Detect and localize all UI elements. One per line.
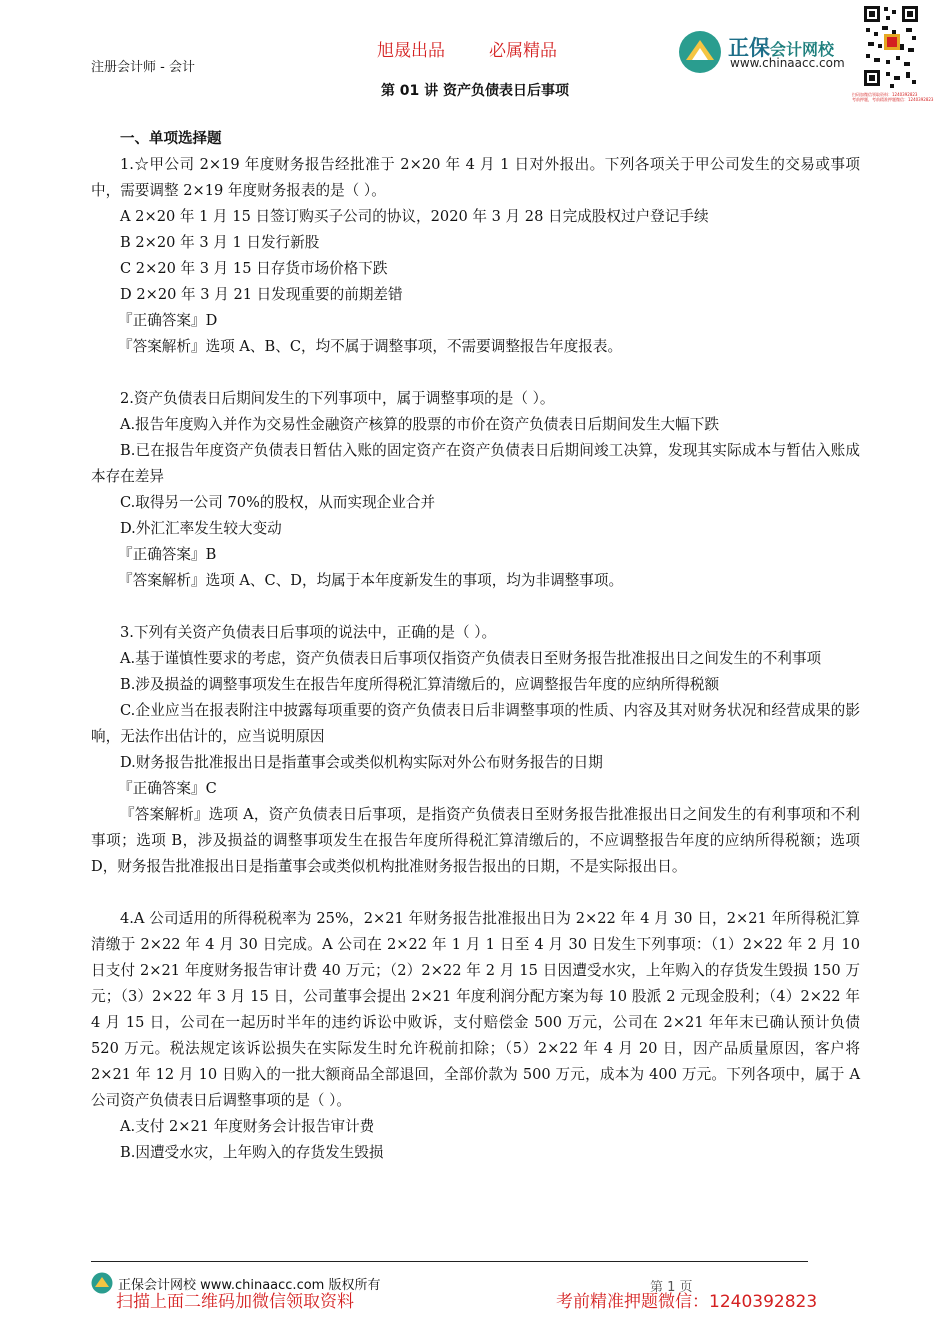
question-option: B 2×20 年 3 月 1 日发行新股 — [120, 234, 320, 251]
question-stem: 2.资产负债表日后期间发生的下列事项中，属于调整事项的是（ ）。 — [120, 390, 555, 407]
page-number: 第 1 页 — [650, 1280, 693, 1295]
correct-answer: 『正确答案』D — [118, 312, 218, 329]
slogan-right: 必属精品 — [489, 41, 557, 61]
qr-code-icon[interactable] — [862, 4, 920, 90]
question-option: B.涉及损益的调整事项发生在报告年度所得税汇算清缴后的，应调整报告年度的应纳所得税额 — [120, 676, 720, 693]
logo-url: www.chinaacc.com — [730, 56, 845, 70]
footer-copyright: 正保会计网校 www.chinaacc.com 版权所有 — [118, 1278, 381, 1293]
section-heading: 一、单项选择题 — [120, 131, 222, 147]
answer-analysis: 『答案解析』选项 A、B、C，均不属于调整事项，不需要调整报告年度报表。 — [118, 338, 623, 355]
question-option: D.财务报告批准报出日是指董事会或类似机构实际对外公布财务报告的日期 — [120, 754, 603, 771]
question-option: B.因遭受水灾，上年购入的存货发生毁损 — [120, 1144, 384, 1161]
logo-emblem-icon — [678, 30, 722, 74]
question-stem: 4.A 公司适用的所得税税率为 25%，2×21 年财务报告批准报出日为 2×22 年 4 月 30 日，2×21 年所得税汇算清缴于 2×22 年 4 月 30 日完成。A 公司在 2×22 年 1 月 1 日至 4 月 30 日发生下列事项：（1）2×22 年 2 月 10 日支付 2×21 年度财务报告审计费 40 万元；（2）2×22 年 2 月 15 日因遭受水灾，上年购入的存货发生毁损 150 万元；（3）2×22 年 3 月 15 日，公司董事会提出 2×21 年度利润分配方案为每 10 股派 2 元现金股利；（4）2×22 年 4 月 15 日，公司在一起历时半年的违约诉讼中败诉，支付赔偿金 500 万元，公司在 2×21 年年末已确认预计负债 520 万元。税法规定该诉讼损失在实际发生时允许税前扣除；（5）2×22 年 4 月 20 日，因产品质量原因，客户将 2×21 年 12 月 10 日购入的一批大额商品全部退回，全部价款为 500 万元，成本为 400 万元。下列各项中，属于 A 公司资产负债表日后调整事项的是（ ）。 — [91, 910, 860, 1109]
document-body — [91, 126, 860, 1166]
footer-divider — [91, 1261, 808, 1262]
answer-analysis: 『答案解析』选项 A、C、D，均属于本年度新发生的事项，均为非调整事项。 — [118, 572, 624, 589]
question-option: B.已在报告年度资产负债表日暂估入账的固定资产在资产负债表日后期间竣工决算，发现其实际成本与暂估入账成本存在差异 — [91, 442, 860, 485]
question-option: A.报告年度购入并作为交易性金融资产核算的股票的市价在资产负债表日后期间发生大幅下跌 — [120, 416, 719, 433]
question-stem: 3.下列有关资产负债表日后事项的说法中，正确的是（ ）。 — [120, 624, 497, 641]
question-option: A 2×20 年 1 月 15 日签订购买子公司的协议，2020 年 3 月 28 日完成股权过户登记手续 — [120, 208, 709, 225]
qr-note-line: 扫码加微信领取资料：1240392823 — [852, 92, 918, 97]
question-option: C.企业应当在报表附注中披露每项重要的资产负债表日后非调整事项的性质、内容及其对财务状况和经营成果的影响，无法作出估计的，应当说明原因 — [91, 702, 860, 745]
correct-answer: 『正确答案』C — [118, 780, 217, 797]
promo-left: 扫描上面二维码加微信领取资料 — [116, 1292, 354, 1312]
slogan — [377, 36, 601, 61]
slogan-left: 旭晟出品 — [377, 41, 445, 61]
logo-name: 正保会计网校 — [728, 36, 835, 60]
chinaacc-logo — [678, 28, 858, 76]
footer-logo-icon — [91, 1272, 113, 1294]
promo-right: 考前精准押题微信：1240392823 — [556, 1292, 818, 1312]
question-option: C.取得另一公司 70%的股权，从而实现企业合并 — [120, 494, 436, 511]
correct-answer: 『正确答案』B — [118, 546, 217, 563]
subject-label: 注册会计师 - 会计 — [91, 60, 195, 75]
question-option: A.支付 2×21 年度财务会计报告审计费 — [120, 1118, 375, 1135]
answer-analysis: 『答案解析』选项 A，资产负债表日后事项，是指资产负债表日至财务报告批准报出日之间发生的有利事项和不利事项；选项 B，涉及损益的调整事项发生在报告年度所得税汇算清缴后的，不应调整报告年度的应纳所得税额；选项 D，财务报告批准报出日是指董事会或类似机构批准财务报告报出的日期，不是实际报出日。 — [91, 806, 860, 875]
question-stem: 1.☆甲公司 2×19 年度财务报告经批准于 2×20 年 4 月 1 日对外报出。下列各项关于甲公司发生的交易或事项中，需要调整 2×19 年度财务报表的是（ ）。 — [91, 156, 860, 199]
qr-note-line: 考前押题，考前精准押题微信：1240392823 — [852, 97, 934, 102]
question-option: D.外汇汇率发生较大变动 — [120, 520, 282, 537]
lecture-title: 第 01 讲 资产负债表日后事项 — [380, 83, 570, 99]
question-option: A.基于谨慎性要求的考虑，资产负债表日后事项仅指资产负债表日至财务报告批准报出日之间发生的不利事项 — [120, 650, 822, 667]
question-option: D 2×20 年 3 月 21 日发现重要的前期差错 — [120, 286, 403, 303]
question-option: C 2×20 年 3 月 15 日存货市场价格下跌 — [120, 260, 388, 277]
